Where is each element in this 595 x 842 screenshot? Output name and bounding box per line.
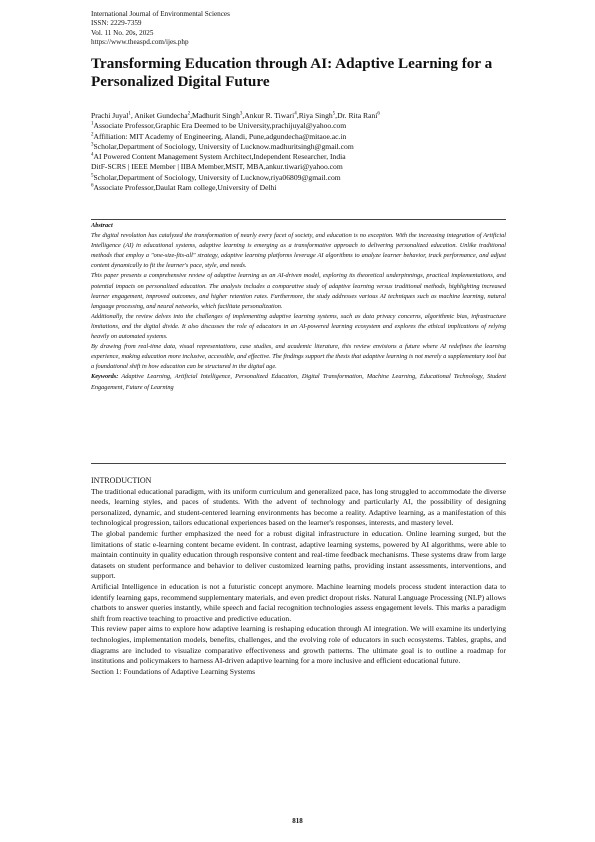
affiliation: DitF-SCRS | IEEE Member | IIBA Member,MSIT, MBA,ankur.tiwari@yahoo.com [91,162,343,172]
body-paragraph: The global pandemic further emphasized the need for a robust digital infrastructure in education. Online learning surged, but the limitations of static e-learning content became evident. In contrast, adaptive learning systems, powered by AI algorithms, were able to maintain continuity in quality education through responsive content and real-time feedback mechanisms. These systems draw from large datasets on student performance and behavior to deliver customized learning paths, providing instant assessments, interventions, and support. [91,528,506,581]
page-number: 818 [292,817,303,825]
paper-title: Transforming Education through AI: Adaptive Learning for a Personalized Digital Future [91,55,493,90]
abstract-paragraph: Additionally, the review delves into the challenges of implementing adaptive learning systems, such as data privacy concerns, algorithmic bias, infrastructure limitations, and the digital divide. It also discusses the role of educators in an AI-powered learning ecosystem and explores the ethical implications of relying heavily on automated systems. [91,312,506,341]
body-paragraph: This review paper aims to explore how adaptive learning is reshaping education through AI integration. We will examine its underlying technologies, implementation models, benefits, challenges, and the evolving role of educators in such ecosystems. Tables, graphs, and diagrams are included to visualize comparative effectiveness and growth patterns. The ultimate goal is to outline a roadmap for institutions and policymakers to harness AI-driven adaptive learning for a more inclusive and efficient educational future. [91,624,506,666]
introduction-heading: INTRODUCTION [91,476,152,485]
author-name: Aniket Gundecha [134,111,188,120]
section-heading: Section 1: Foundations of Adaptive Learning Systems [91,666,256,676]
author-sup: 6 [377,111,380,117]
affiliation: $^2$Affiliation: MIT Academy of Engineering, Alandi, Pune,adgundecha@mitaoe.ac.in [91,131,347,141]
introduction-section [91,476,506,677]
author-names: Prachi Juyal$^1$, Aniket Gundecha$^2$,Madhurit Singh$^3$,Ankur R. Tiwari$^4$,Riya Singh$^5$,Dr. Rita Rani$^6$ [91,111,380,120]
author-sup: 2 [187,111,191,117]
abstract-paragraph: The digital revolution has catalyzed the transformation of nearly every facet of society, and education is no exception. With the increasing integration of Artificial Intelligence (AI) in educational systems, adaptive learning is emerging as a transformative approach to delivering personalized education. Unlike traditional methods that employ a "one-size-fits-all" strategy, adaptive learning platforms leverage AI algorithms to analyze learner behavior, track performance, and adjust content dynamically to fit the learner's pace, style, and needs. [91,232,506,270]
author-sup: 4 [294,111,297,117]
affiliation: $^4$AI Powered Content Management System Architect,Independent Researcher, India [91,152,346,162]
author-name: Dr. Rita Rani [337,111,378,120]
body-paragraph: Artificial Intelligence in education is not a futuristic concept anymore. Machine learning models process student interaction data to identify learning gaps, recommend supplementary materials, and even predict dropout risks. Natural Language Processing (NLP) allows chatbots to answer queries instantly, while speech and facial recognition technologies assess engagement levels. This marks a paradigm shift from reactive teaching to proactive and predictive education. [91,581,506,623]
author-sup: 1 [128,111,131,117]
abstract-heading: Abstract [91,222,113,229]
keywords-text: Adaptive Learning, Artificial Intelligence, Personalized Education, Digital Transformation, Machine Learning, Educational Technology, Student Engagement, Future of Learning [91,373,506,391]
abstract-top-rule [91,219,506,220]
author-name: Ankur R. Tiwari [244,111,295,120]
journal-volume: Vol. 11 No. 20s, 2025 [91,28,154,37]
affiliation: $^3$Scholar,Department of Sociology, University of Lucknow.madhuritsingh@gmail.com [91,141,354,151]
journal-name: International Journal of Environmental Sciences [91,10,230,18]
body-paragraph: The traditional educational paradigm, with its uniform curriculum and generalized pace, has long struggled to accommodate the diverse needs, learning styles, and paces of students. With the advent of technology and particularly AI, the possibility of designing personalized, dynamic, and student-centered learning environments has become a reality. Adaptive learning, as a manifestation of this technological progression, tailors educational experiences based on the learner's responses, interests, and mastery level. [91,486,506,528]
author-name: Prachi Juyal [91,111,129,120]
author-sup: 3 [239,111,243,117]
abstract-paragraph: By drawing from real-time data, visual representations, case studies, and academic literature, this review envisions a future where AI redefines the learning experience, making education more inclusive, accessible, and effective. The findings support the thesis that adaptive learning is not merely a supplementary tool but a foundational shift in how education can be structured in the digital age. [91,343,506,371]
journal-header [91,10,230,47]
abstract-block [91,221,506,393]
author-name: Riya Singh [298,111,333,120]
author-sup: 5 [332,111,336,117]
affiliation: $^6$Associate Professor,Daulat Ram college,University of Delhi [91,183,277,193]
affiliation: $^1$Associate Professor,Graphic Era Deemed to be University,prachijuyal@yahoo.com [91,121,347,131]
author-block [91,111,511,193]
abstract-paragraph: This paper presents a comprehensive review of adaptive learning as an AI-driven model, exploring its theoretical underpinnings, practical implementations, and potential impacts on personalized education. The analysis includes a comparative study of adaptive learning versus traditional methods, highlighting increased learner engagement, improved outcomes, and higher retention rates. Furthermore, the study addresses various AI techniques such as machine learning, natural language processing, and neural networks, which facilitate personalization. [91,272,506,310]
journal-url[interactable]: https://www.theaspd.com/ijes.php [91,37,189,46]
abstract-bottom-rule [91,463,506,464]
keywords-label: Keywords: [91,373,119,381]
keywords [91,372,506,392]
journal-issn: ISSN: 2229-7359 [91,19,142,28]
affiliation: $^5$Scholar,Department of Sociology, University of Lucknow,riya06809@gmail.com [91,172,341,182]
author-name: Madhurit Singh [191,111,240,120]
